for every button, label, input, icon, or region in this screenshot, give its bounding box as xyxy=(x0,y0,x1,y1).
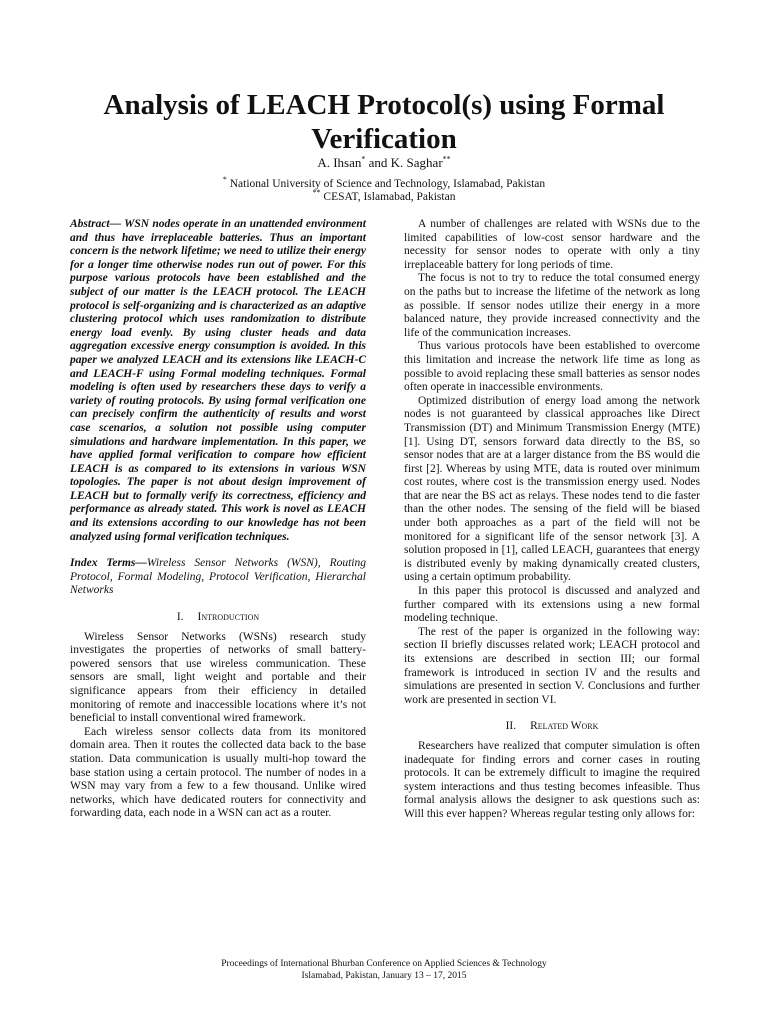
section-title: Related Work xyxy=(530,720,599,733)
paragraph: Optimized distribution of energy load among the network nodes is not guaranteed by classical approaches like Direct Transmission (DT) and Minimum Transmission Energy (MTE) [1]. Using DT, sensors forward data directly to the BS, so sensor nodes that are at a larger distance from the BS would die first [2]. Whereas by using MTE, data is routed over minimum cost routes, where cost is the transmission energy used. Nodes that are near the BS act as relays. These nodes tend to die faster than the other nodes. The sensing of the field will be biased under both approaches as a part of the field will not be monitored for a significant life of the sensor network [3]. A solution proposed in [1], called LEACH, guarantees that energy is distributed evenly by making dynamically created clusters, using a certain optimum probability. xyxy=(404,394,700,584)
section-number: I. xyxy=(176,611,184,624)
affiliation-1 xyxy=(60,175,708,191)
paragraph: Researchers have realized that computer simulation is often inadequate for finding errors and corner cases in routing protocols. It can be extremely difficult to imagine the required system interactions and thus testing becomes infeasible. Thus formal analysis allows the designer to ask questions such as: Will this ever happen? Whereas regular testing only allows for: xyxy=(404,739,700,820)
section-title: Introduction xyxy=(197,611,260,624)
abstract: Abstract— WSN nodes operate in an unattended environment and thus have irreplaceable batteries. Thus an important concern is the network lifetime; we need to utilize their energy for a longer time otherwise nodes run out of power. For this purpose various protocols have been established and the subject of our matter is the LEACH protocol. The LEACH protocol is self-organizing and is characterized as an adaptive clustering protocol which uses randomization to distribute energy load evenly. By using cluster heads and data aggregation excessive energy consumption is avoided. In this paper we analyzed LEACH and its extensions like LEACH-C and LEACH-F using Formal modeling techniques. Formal modeling is often used by researchers these days to verify a variety of routing protocols. By using formal verification one can precisely confirm the authenticity of results and worst case scenarios, a solution not possible using computer simulations and hardware implementation. In this paper, we have applied formal verification to compare how efficient LEACH is as compared to its extensions in various WSN topologies. The paper is not about design improvement of LEACH but to formally verify its correctness, efficiency and performance as already stated. This work is novel as LEACH and its extensions according to our knowledge has not been analyzed using formal verification techniques. xyxy=(70,218,366,543)
paragraph: Each wireless sensor collects data from its monitored domain area. Then it routes the collected data back to the base station. Data communication is usually multi-hop toward the base station using a certain protocol. The number of nodes in a WSN may vary from a few to a few thousand. Unlike wired networks, which have dedicated routers for connectivity and forwarding data, each node in a WSN can act as a router. xyxy=(70,725,366,820)
right-column xyxy=(404,218,700,822)
paragraph: A number of challenges are related with WSNs due to the limited capabilities of low-cost sensor hardware and the necessity for sensor nodes to operate with only a tiny irreplaceable battery for long periods of time. xyxy=(404,218,700,271)
section-number: II. xyxy=(505,720,517,733)
left-column xyxy=(70,218,366,821)
author-2-mark: ** xyxy=(442,154,451,164)
author-2: K. Saghar xyxy=(390,155,443,170)
affiliation-2-mark: ** xyxy=(312,188,321,198)
section-heading-related-work xyxy=(404,720,700,734)
paragraph: Thus various protocols have been established to overcome this limitation and increase the network life time as long as possible to avoid replacing these small batteries as sensor nodes often operate in inaccessible environments. xyxy=(404,340,700,394)
affiliation-1-text: National University of Science and Technology, Islamabad, Pakistan xyxy=(226,178,546,190)
footer-line-1: Proceedings of International Bhurban Conference on Applied Sciences & Technology xyxy=(221,959,547,969)
affiliation-1-mark: * xyxy=(222,175,227,185)
paragraph: The rest of the paper is organized in the following way: section II briefly discusses related work; LEACH protocol and its extensions are described in section III; our formal framework is introduced in section IV and the results and simulations are presented in section V. Conclusions and further work are presented in section VI. xyxy=(404,625,700,706)
paragraph: In this paper this protocol is discussed and analyzed and further compared with its extensions using a new formal modeling technique. xyxy=(404,585,700,625)
author-conjunction: and xyxy=(365,155,391,170)
affiliation-2 xyxy=(60,188,708,204)
author-line xyxy=(60,155,708,171)
paragraph: Wireless Sensor Networks (WSNs) research study investigates the properties of networks of small battery-powered sensors that use wireless communication. These sensors are small, light weight and portable and their significance appears from their efficiency in detailed monitoring of remote and inaccessible locations where it’s not beneficial to install conventional wired framework. xyxy=(70,630,366,725)
section-heading-introduction xyxy=(70,611,366,625)
index-terms xyxy=(70,557,366,598)
affiliation-2-text: CESAT, Islamabad, Pakistan xyxy=(320,191,456,203)
index-terms-text: Wireless Sensor Networks (WSN), Routing Protocol, Formal Modeling, Protocol Verification, Hierarchal Networks xyxy=(70,557,366,597)
page-footer xyxy=(60,958,708,982)
paragraph: The focus is not to try to reduce the total consumed energy on the paths but to increase the lifetime of the network as long as possible. If sensor nodes utilize their energy in a more balanced nature, they provide increased connectivity and the life of the communication increases. xyxy=(404,272,700,339)
paper-title: Analysis of LEACH Protocol(s) using Formal Verification xyxy=(103,89,665,155)
footer-line-2: Islamabad, Pakistan, January 13 – 17, 2015 xyxy=(301,971,467,981)
author-1-mark: * xyxy=(361,154,366,164)
index-terms-lead: Index Terms— xyxy=(70,557,147,570)
author-1: A. Ihsan xyxy=(317,155,362,170)
